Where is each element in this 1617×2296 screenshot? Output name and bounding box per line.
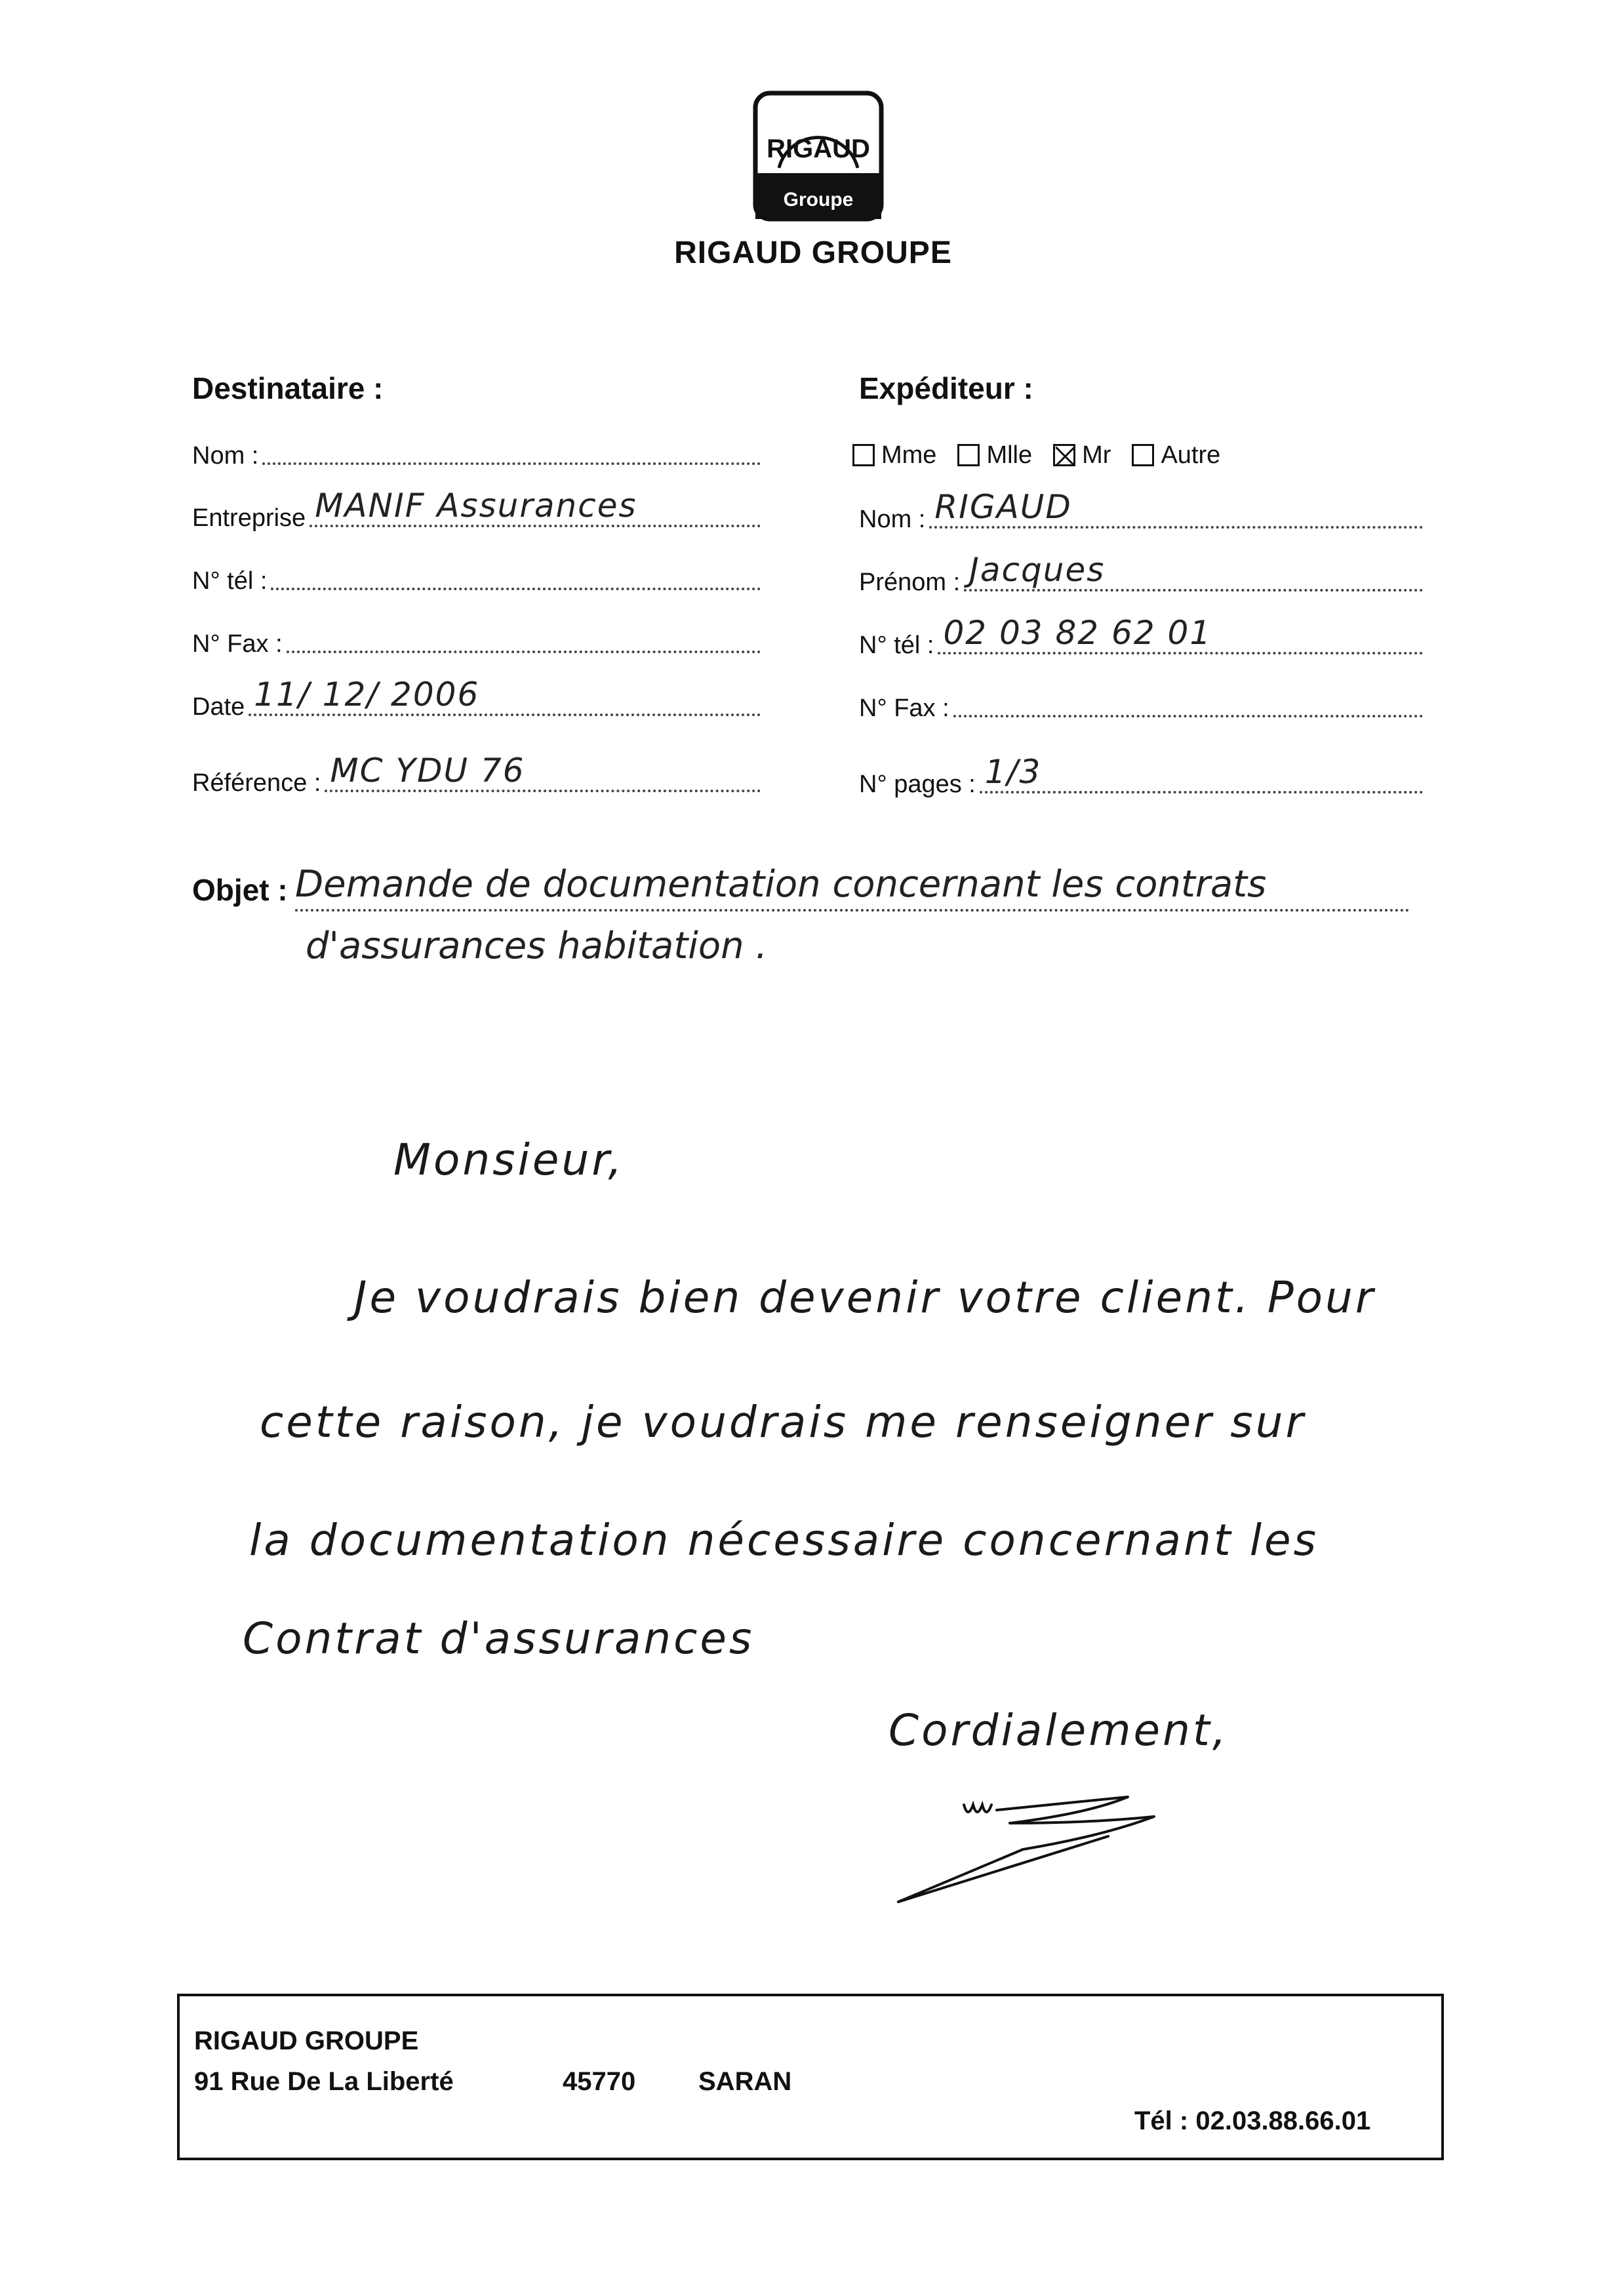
footer-street: 91 Rue De La Liberté [194, 2067, 454, 2096]
exp-nom-value: RIGAUD [934, 488, 1072, 526]
exp-prenom-field[interactable] [859, 551, 1423, 597]
civility-autre-label: Autre [1161, 441, 1221, 469]
exp-fax-field[interactable] [859, 689, 1423, 723]
exp-tel-field[interactable] [859, 614, 1423, 660]
objet-label: Objet : [192, 873, 288, 907]
civility-mr[interactable] [1053, 441, 1111, 470]
checkbox-mlle[interactable] [957, 444, 980, 466]
exp-pages-value: 1/3 [984, 753, 1042, 791]
footer-postcode: 45770 [563, 2067, 636, 2096]
civility-mlle[interactable] [957, 441, 1032, 470]
company-title: RIGAUD GROUPE [674, 235, 952, 270]
letter-closing: Cordialement, [888, 1705, 1229, 1756]
footer-phone: Tél : 02.03.88.66.01 [1134, 2106, 1371, 2135]
civility-checkboxes [852, 435, 1351, 475]
exp-fax-label: N° Fax : [859, 695, 949, 722]
dest-entreprise-label: Entreprise [192, 504, 306, 532]
dest-nom-label: Nom : [192, 442, 259, 470]
dest-date-label: Date [192, 693, 245, 721]
exp-tel-value: 02 03 82 62 01 [943, 614, 1212, 652]
checkbox-mr[interactable] [1053, 444, 1075, 466]
dest-date-value: 11/ 12/ 2006 [254, 675, 480, 714]
dest-entreprise-value: MANIF Assurances [315, 487, 637, 525]
dest-fax-field[interactable] [192, 624, 761, 658]
letter-line4: Contrat d'assurances [243, 1613, 755, 1664]
civility-mme-label: Mme [881, 441, 937, 469]
dest-entreprise-field[interactable] [192, 487, 761, 533]
exp-nom-field[interactable] [859, 488, 1423, 534]
letter-salutation: Monsieur, [393, 1135, 625, 1185]
dest-reference-field[interactable] [192, 752, 761, 797]
checkbox-mme[interactable] [852, 444, 875, 466]
civility-mme[interactable] [852, 441, 936, 470]
exp-prenom-label: Prénom : [859, 569, 961, 596]
letter-line1: Je voudrais bien devenir votre client. Pour [354, 1272, 1376, 1323]
exp-pages-label: N° pages : [859, 771, 976, 798]
footer-city: SARAN [698, 2067, 792, 2096]
dest-nom-field[interactable] [192, 436, 761, 470]
footer-company: RIGAUD GROUPE [194, 2026, 419, 2055]
logo-text-top: RIGAUD [767, 134, 870, 163]
dest-reference-label: Référence : [192, 769, 321, 797]
dest-tel-field[interactable] [192, 561, 761, 595]
company-logo [753, 91, 884, 222]
letter-line3: la documentation nécessaire concernant les [249, 1515, 1319, 1565]
objet-line2: d'assurances habitation . [306, 925, 768, 967]
civility-autre[interactable] [1132, 441, 1220, 470]
objet-line1: Demande de documentation concernant les contrats [295, 863, 1410, 912]
exp-nom-label: Nom : [859, 506, 926, 533]
dest-fax-label: N° Fax : [192, 630, 283, 658]
dest-tel-label: N° tél : [192, 567, 268, 595]
exp-tel-label: N° tél : [859, 632, 934, 659]
checkbox-autre[interactable] [1132, 444, 1154, 466]
civility-mlle-label: Mlle [986, 441, 1033, 469]
dest-reference-value: MC YDU 76 [330, 752, 525, 790]
exp-pages-field[interactable] [859, 753, 1423, 799]
letter-line2: cette raison, je voudrais me renseigner sur [260, 1397, 1306, 1447]
destinataire-heading: Destinataire : [192, 371, 384, 405]
civility-mr-label: Mr [1082, 441, 1111, 469]
exp-prenom-value: Jacques [969, 551, 1106, 589]
expediteur-heading: Expéditeur : [859, 371, 1033, 405]
dest-date-field[interactable] [192, 675, 761, 721]
signature [892, 1784, 1167, 1915]
logo-text-bottom: Groupe [783, 189, 854, 211]
